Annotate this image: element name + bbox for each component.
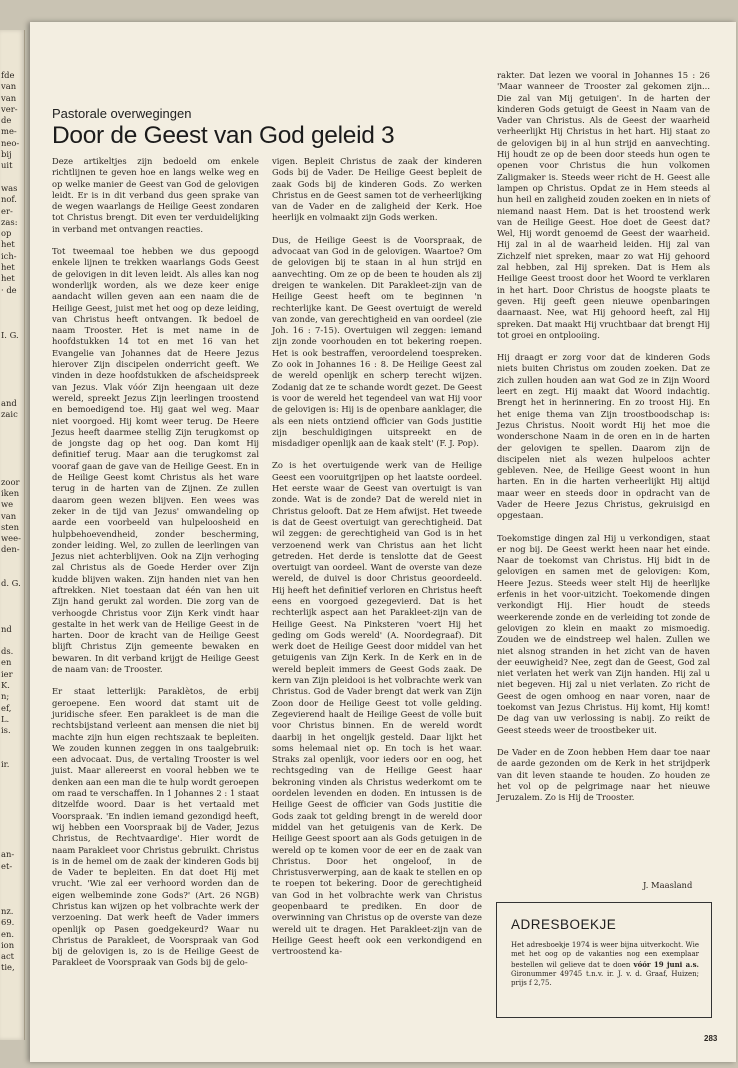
article-author: J. Maasland xyxy=(643,880,693,890)
fragment-line xyxy=(1,872,21,883)
paragraph: Zo is het overtuigende werk van de Heilige Geest een vooruitgrijpen op het laatste oordeel. Het eerste waar de Geest van overtuigt is van zonde. Wat is de zonde? Dat de wereld niet in Christus gelooft. Dat ze Hem afwijst. Het tweede is dat de Geest overtuigt van gerechtigheid. Dat wil zeggen: de gerechtigheid van God is in het verzoenend werk van Christus aan het licht getreden. Het derde is tenslotte dat de Geest overtuigt van oordeel. Want de overste van deze wereld, de duivel is door Christus geoordeeld. Hij heeft het definitief verloren en Christus heeft eens en voorgoed gezegevierd. Dat is het rechterlijk aspect aan het Parakleet-zijn van de Heilige Geest. Na Pinksteren 'voert Hij het geding om Gods wereld' (A. Noordegraaf). Dit werk doet de Heilige Geest door middel van het getuigenis van Zijn Kerk. In de Kerk en in de wereld bepleit immers de Geest Gods zaak. De kern van Zijn pleidooi is het volbrachte werk van Christus. God de Vader brengt dat werk van Zijn Zoon door de Heilige Geest tot volle gelding. Zegevierend haalt de Heilige Geest de volle buit voor Christus binnen. En de wereld wordt daarbij in het ongelijk gesteld. Daar lijkt het soms helemaal niet op. En toch is het waar. Straks zal openlijk, voor ieders oor en oog, het rechtsgeding van de Heilige Geest haar bekroning vinden als Christus wederkomt om te oordelen levenden en doden. En intussen is de Heilige Geest de officier van Gods justitie die Gods zaak tot gelding brengt in de wereld door middel van het getuigenis van de Kerk. De Heilige Geest spoort aan als Gods getuigen in de wereld op te komen voor de eer en de zaak van Christus. Door het ongeloof, in de Christusverwerping, aan de kaak te stellen en op te roepen tot bekering. Door de gerechtigheid van God in het volbrachte werk van Christus geopenbaard te prediken. En door de overwinning van Christus op de overste van deze wereld uit te dragen. Het Parakleet-zijn van de Heilige Geest heeft ook een verkondigend en vertroostend ka- xyxy=(272,460,482,957)
fragment-line xyxy=(1,375,21,386)
fragment-line: zaic xyxy=(1,408,18,419)
fragment-line: et- xyxy=(1,860,13,871)
fragment-line: nd xyxy=(1,623,12,634)
fragment-line: ds. xyxy=(1,646,14,657)
fragment-line: · de xyxy=(1,284,17,295)
fragment-line xyxy=(1,432,21,443)
fragment-line: op xyxy=(1,228,12,239)
fragment-line xyxy=(1,635,21,646)
fragment-line: L. xyxy=(1,713,10,724)
fragment-line xyxy=(1,793,21,804)
fragment-line xyxy=(1,465,21,476)
fragment-line: ir. xyxy=(1,759,10,770)
fragment-line: ver- xyxy=(1,103,18,114)
article-column-2 xyxy=(272,156,482,968)
fragment-line: we xyxy=(1,499,14,510)
fragment-line xyxy=(1,816,21,827)
fragment-line: fde xyxy=(1,70,15,80)
fragment-line: is. xyxy=(1,725,11,736)
fragment-line: het xyxy=(1,262,15,273)
fragment-line: ich- xyxy=(1,250,17,261)
paragraph: rakter. Dat lezen we vooral in Johannes 15 : 26 'Maar wanneer de Trooster zal gekomen zijn... Die zal van Mij getuigen'. In de harten der kinderen Gods getuigt de Geest in Naam van de Vader van Christus. Als de Geest der waarheid verheerlijkt Hij Christus in het hart. Hij staat zo de gelovigen bij in al hun strijd en aanvechting. Hij houdt ze op de been door steeds hun ogen te openen voor Christus die hun volkomen Zaligmaker is. Steeds weer richt de H. Geest alle lampen op Christus. Opdat ze in Hem steeds al hun heil en zaligheid zouden zoeken en in niets of niemand naast Hem. Dat is het troostend werk van de Heilige Geest. Hoe doet de Geest dat? Wel, Hij wordt genoemd de Geest der waarheid. Hij zal in al de waarheid leiden. Hij zal van Zichzelf niet spreken, maar zo wat Hij gehoord zal hebben, zal Hij spreken. Dat is Hem als Heilige Geest troost door het Woord te verklaren in het hart. Door Christus de hoogste plaats te geven. Hij geeft geen nieuwe openbaringen daarnaast. Nee, wat Hij gehoord heeft, zal Hij spreken. Dat maakt Hij vruchtbaar dat brengt Hij tot groei en ontplooiing. xyxy=(497,70,710,340)
fragment-line xyxy=(1,748,21,759)
paragraph: Hij draagt er zorg voor dat de kinderen Gods niets buiten Christus om zouden zoeken. Dat ze zich zullen houden aan wat God ze in Zijn Woord leert en zegt. Hij maakt dat Woord indachtig. Brengt het in herinnering. En zo troost Hij. En het enige thema van Zijn troostboodschap is: Jezus Christus. Nooit wordt Hij het moe die wonderschone Naam in de oren en in de harten der gelovigen te spellen. Daarom zijn de discipelen niet als wezen hulpeloos achter gebleven. Nee, de Heilige Geest woont in hun harten. En in die harten verheerlijkt Hij altijd maar weer en steeds door in opdracht van de Vader de Heere Jezus Christus, gekruisigd en opgestaan. xyxy=(497,352,710,521)
paragraph: De Vader en de Zoon hebben Hem daar toe naar de aarde gezonden om de Kerk in het strijdperk van dit leven staande te houden. Zo houden ze het vol op de pelgrimage naar het nieuwe Jeruzalem. Zo is Hij de Trooster. xyxy=(497,746,710,803)
fragment-line: het xyxy=(1,273,15,284)
fragment-line: zas: xyxy=(1,216,18,227)
notice-box xyxy=(496,902,712,1018)
fragment-line xyxy=(1,352,21,363)
notice-text: Het adresboekje 1974 is weer bijna uitverkocht. Wie met het oog op de vakanties nog een exemplaar bestellen wil gelieve dat te doen xyxy=(511,941,699,969)
fragment-line: van xyxy=(1,92,17,103)
notice-body xyxy=(511,941,699,988)
fragment-line xyxy=(1,804,21,815)
fragment-line xyxy=(1,782,21,793)
fragment-line: nof. xyxy=(1,194,17,205)
fragment-line: bij xyxy=(1,149,12,160)
fragment-line: tie, xyxy=(1,962,15,973)
fragment-line: act xyxy=(1,951,15,962)
fragment-line xyxy=(1,612,21,623)
fragment-line: ef, xyxy=(1,702,12,713)
article-column-3 xyxy=(497,70,710,814)
fragment-line xyxy=(1,827,21,838)
page-sheet xyxy=(30,22,736,1062)
paragraph: Toekomstige dingen zal Hij u verkondigen, staat er nog bij. De Geest werkt heen naar het einde. Naar de toekomst van Christus. Hij bidt in de gelovigen en samen met de gelovigen: Kom, Heere Jezus. Steeds weer stelt Hij de heerlijke erfenis in het voor-uitzicht. Toekomende dingen verkondigt Hij. Hier houdt de steeds weerkerende zonde en de verleiding tot zonde de gelovigen zo klein en maakt zo mismoedig. Zouden we de eindstreep wel halen. Zullen we niet alsnog stranden in het zicht van de haven der eeuwigheid? Nee, zegt dan de Geest, God zal niet verlaten het werk van Zijn handen. Hij zal u niet begeven. Hij zal u niet verlaten. Zo richt de Geest de ogen omhoog en naar voren, naar de toekomst van Jezus Christus. Hij komt, Hij komt! De dag van uw verlossing is nabij. Zo reikt de Geest steeds weer de troostbeker uit. xyxy=(497,532,710,735)
notice-text: Gironummer 49745 t.n.v. ir. J. v. d. Graaf, Huizen; prijs f 2,75. xyxy=(511,969,699,988)
fragment-line xyxy=(1,883,21,894)
fragment-line: was xyxy=(1,182,18,193)
fragment-line: sten xyxy=(1,521,20,532)
fragment-line: den- xyxy=(1,544,20,555)
fragment-line xyxy=(1,737,21,748)
fragment-line xyxy=(1,172,21,183)
fragment-line xyxy=(1,319,21,330)
fragment-line: van xyxy=(1,510,17,521)
fragment-line: n; xyxy=(1,691,10,702)
fragment-line xyxy=(1,454,21,465)
fragment-line: wee- xyxy=(1,533,21,544)
fragment-line xyxy=(1,556,21,567)
fragment-line: en xyxy=(1,657,12,668)
paragraph: Er staat letterlijk: Paraklètos, de erbij geroepene. Een woord dat stamt uit de juridische sfeer. Een parakleet is de man die rechtsbijstand verleent aan mensen die niet bij machte zijn hun eigen rechtszaak te bepleiten. We zouden kunnen zeggen in ons taalgebruik: een advocaat. Dus, de vertaling Trooster is wel juist. Maar allereerst en vooral hebben we te denken aan een man die te hulp wordt geroepen om raad te verschaffen. In 1 Johannes 2 : 1 staat ditzelfde woord. Daar is het vertaald met Voorspraak. 'En indien iemand gezondigd heeft, wij hebben een Voorspraak bij de Vader, Jezus Christus, de Rechtvaardige'. Hier wordt de naam Parakleet voor Christus gebruikt. Christus is in de hemel om de zaak der kinderen Gods bij de Vader te bepleiten. En dat doet Hij met vrucht. 'Wie zal eer verhoord worden dan de eigen welbeminde zone Gods?' (Art. 26 NGB) Christus kan wijzen op het volbrachte werk der verzoening. Dat werk heeft de Vader immers openlijk op Pasen goedgekeurd? Waar nu Christus de Parakleet, de Voorspraak van God bij de gelovigen is, zo is de Heilige Geest de Parakleet de Voorspraak van Gods bij de gelo- xyxy=(52,686,259,968)
paragraph: Deze artikeltjes zijn bedoeld om enkele richtlijnen te geven hoe en langs welke weg en op welke manier de Geest van God de gelovigen leidt. Er is in dit verband dus geen sprake van de wegen waarlangs de Heilige Geest zondaren tot Christus brengt. Dit even ter verduidelijking in verband met ontvangen reacties. xyxy=(52,156,259,234)
fragment-line: het xyxy=(1,239,15,250)
paragraph: Dus, de Heilige Geest is de Voorspraak, de advocaat van God in de gelovigen. Waartoe? Om de gelovigen bij te staan in al hun strijd en aanvechting. Om ze op de been te houden als zij dreigen te wankelen. Dit Parakleet-zijn van de Heilige Geest heeft om te beginnen 'n rechterlijke kant. De Geest overtuigt de wereld van zonde, van gerechtigheid en van oordeel (zie Joh. 16 : 7-15). Overtuigen wil zeggen: iemand zijn zonde voorhouden en tot bekering roepen. Het is ook bestraffen, veroordelend toespreken. Zo ook in Johannes 16 : 8. De Heilige Geest zal de wereld openlijk en scherp terecht wijzen. Zodanig dat ze te schande wordt gezet. De Geest is voor de wereld het tegendeel van wat Hij voor de gelovigen is: Hij is de openbare aanklager, die als een niets ontziend officier van Gods justitie zijn beschuldigingen uitspreekt en de misdadiger openlijk aan de kaak stelt' (F. J. Pop). xyxy=(272,234,482,449)
article-title: Door de Geest van God geleid 3 xyxy=(52,122,395,149)
fragment-line: uit xyxy=(1,160,13,171)
fragment-line: neo- xyxy=(1,137,20,148)
fragment-line xyxy=(1,296,21,307)
fragment-line: de xyxy=(1,115,12,126)
fragment-line: en. xyxy=(1,928,15,939)
fragment-line: 69. xyxy=(1,917,15,928)
fragment-line xyxy=(1,364,21,375)
previous-page-edge xyxy=(0,30,25,1040)
fragment-line xyxy=(1,341,21,352)
fragment-line xyxy=(1,307,21,318)
fragment-line xyxy=(1,838,21,849)
fragment-line: van xyxy=(1,81,17,92)
fragment-line: er- xyxy=(1,205,13,216)
fragment-line xyxy=(1,386,21,397)
fragment-line: an- xyxy=(1,849,15,860)
fragment-line xyxy=(1,567,21,578)
fragment-line xyxy=(1,590,21,601)
fragment-line xyxy=(1,895,21,906)
fragment-line: me- xyxy=(1,126,17,137)
fragment-line: zoor xyxy=(1,476,20,487)
fragment-line xyxy=(1,443,21,454)
fragment-line: ion xyxy=(1,939,15,950)
fragment-line: iken xyxy=(1,487,20,498)
fragment-line: K. xyxy=(1,680,10,691)
paragraph: Tot tweemaal toe hebben we dus gepoogd enkele lijnen te trekken waarlangs Gods Geest de gelovigen in dit leven leidt. Als alles kan nog wonderlijk worden, als we deze keer enige aandacht willen geven aan een naam die de Heilige Geest, juist met het oog op deze leiding, van Christus heeft ontvangen. Ik bedoel de naam Trooster. Het is met name in de hoofdstukken 14 tot en met 16 van het Evangelie van Johannes dat de Heere Jezus hierover Zijn discipelen onderricht geeft. We vinden in deze hoofdstukken de afscheidspreek van Jezus. Vlak vóór Zijn heengaan uit deze wereld, spreekt Jezus Zijn leerlingen troostend en bemoedigend toe. Hij gaat wel weg. Maar niet voorgoed. Hij komt weer terug. De Heere Jezus heeft daarmee stellig Zijn terugkomst op de jongste dag op het oog. Dan komt Hij definitief terug. Maar aan die terugkomst zal vooraf gaan de gave van de Heilige Geest. En in de Heilige Geest komt Christus als het ware terug in de harten van de Zijnen. Ze zullen daarom geen wezen blijven. Een wees was zeker in de tijd van Jezus' omwandeling op aarde een voorbeeld van hulpeloosheid en hulpbehoevendheid, zonder bescherming, zonder leiding. Wel, zo zullen de leerlingen van Jezus niet achterblijven. Ook na Zijn verhoging zal Christus als de Goede Herder over Zijn kudde blijven waken. Zijn handen niet van hen aftrekken. Niet toestaan dat één van hen uit Zijn hand gerukt zal worden. Die zorg van de verhoogde Christus voor Zijn Kerk vindt haar gestalte in het werk van de Heilige Geest in de harten. Door de kracht van de Heilige Geest blijft Christus Zijn gemeente bewaken en bewaren. In dit verband krijgt de Heilige Geest de naam van: de Trooster. xyxy=(52,246,259,675)
fragment-line xyxy=(1,601,21,612)
fragment-line: d. G. xyxy=(1,578,21,589)
fragment-line: I. G. xyxy=(1,329,19,340)
fragment-line xyxy=(1,770,21,781)
fragment-line: ier xyxy=(1,668,13,679)
page-number: 283 xyxy=(704,1034,718,1043)
paragraph: vigen. Bepleit Christus de zaak der kinderen Gods bij de Vader. De Heilige Geest bepleit de zaak Gods bij de kinderen Gods. Zo werken Christus en de Geest samen tot de verheerlijking van de Vader en de zaligheid der Kerk. Hoe heerlijk en volmaakt zijn Gods werken. xyxy=(272,156,482,223)
fragment-line xyxy=(1,420,21,431)
article-column-1 xyxy=(52,156,259,980)
previous-page-fragments xyxy=(1,70,21,974)
fragment-line: nz. xyxy=(1,905,14,916)
notice-deadline: vóór 19 juni a.s. xyxy=(633,959,699,969)
fragment-line: and xyxy=(1,397,17,408)
notice-title: ADRESBOEKJE xyxy=(511,917,617,932)
section-label: Pastorale overwegingen xyxy=(52,106,192,121)
